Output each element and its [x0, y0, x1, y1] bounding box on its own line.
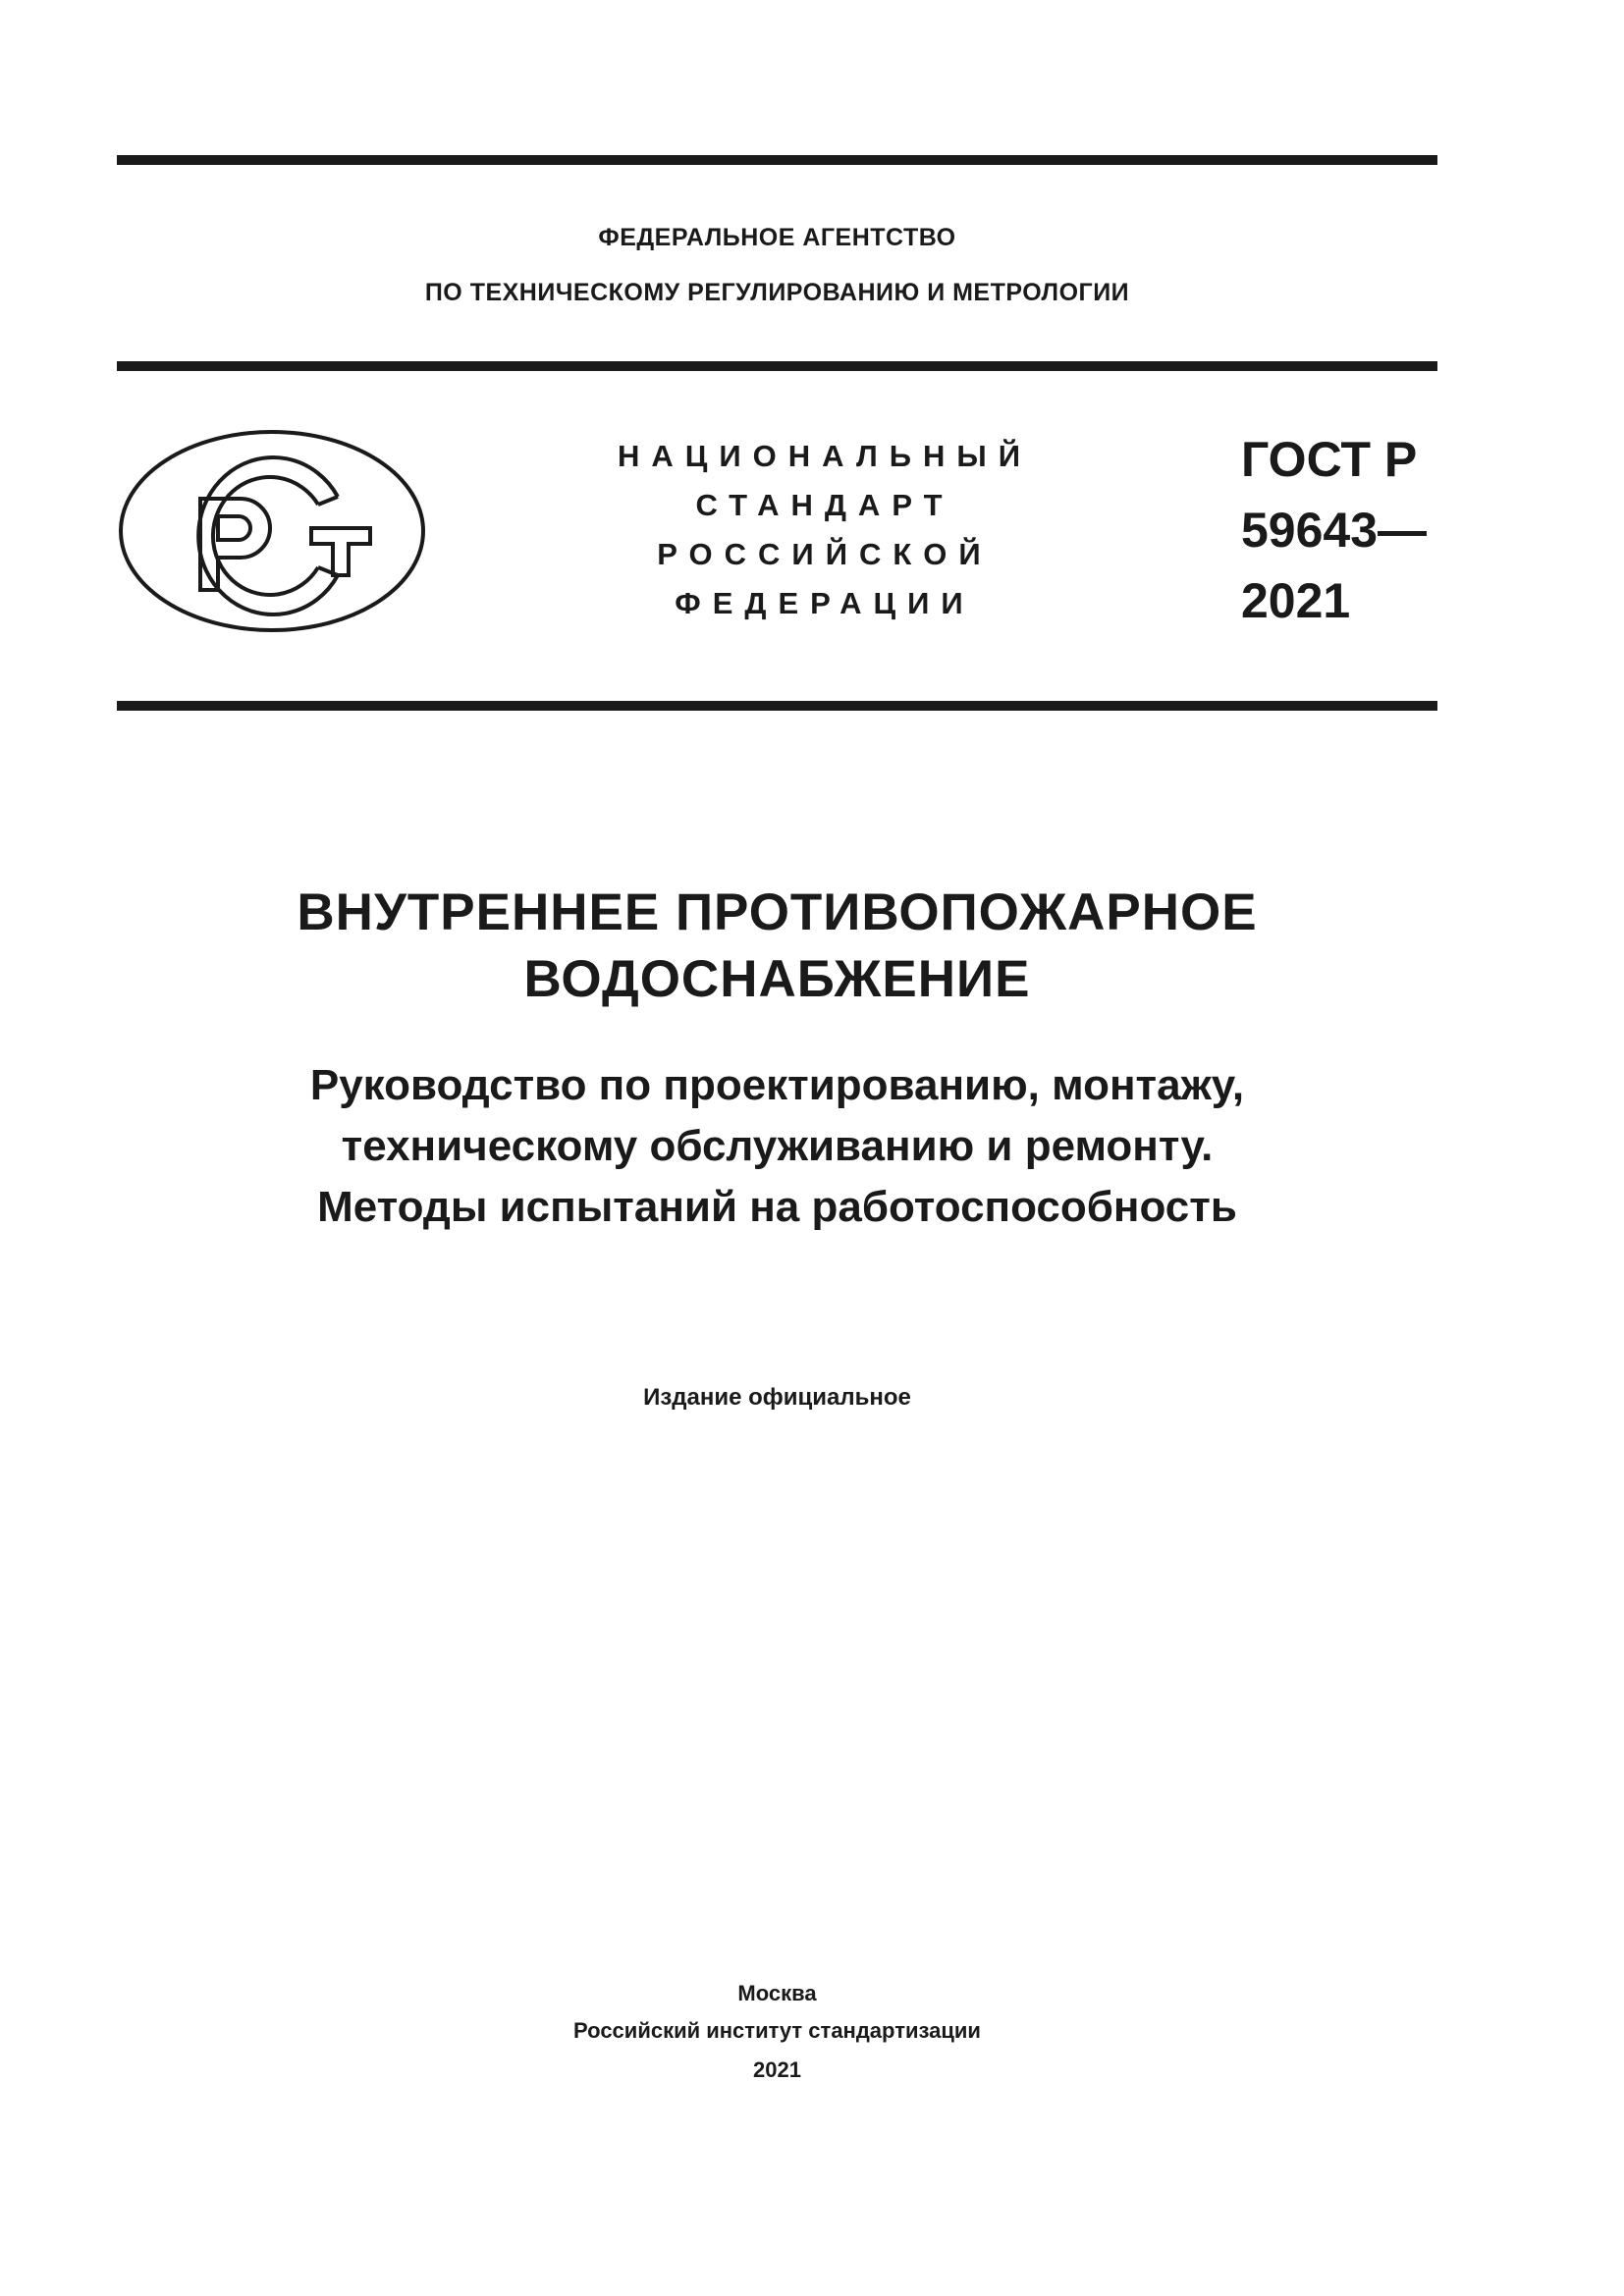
designation-line-2: 59643— — [1241, 503, 1428, 558]
document-title-line-2: ВОДОСНАБЖЕНИЕ — [523, 950, 1031, 1008]
designation-line-1: ГОСТ Р — [1241, 432, 1418, 487]
document-subtitle-line-3: Методы испытаний на работоспособность — [317, 1183, 1237, 1231]
imprint-year: 2021 — [753, 2057, 801, 2082]
document-title-line-1: ВНУТРЕННЕЕ ПРОТИВОПОЖАРНОЕ — [297, 883, 1258, 941]
rst-mark-icon — [117, 428, 427, 634]
standard-type-line-1: НАЦИОНАЛЬНЫЙ — [617, 439, 1033, 473]
designation-line-3: 2021 — [1241, 573, 1351, 628]
edition-label: Издание официальное — [643, 1384, 911, 1411]
standard-type-line-4: ФЕДЕРАЦИИ — [675, 586, 975, 620]
document-subtitle-line-2: техническому обслуживанию и ремонту. — [341, 1122, 1214, 1170]
standard-designation — [1241, 424, 1427, 636]
designation-rule — [117, 701, 1437, 711]
agency-line-1: ФЕДЕРАЛЬНОЕ АГЕНТСТВО — [598, 224, 956, 251]
standard-type-line-2: СТАНДАРТ — [695, 488, 954, 522]
agency-line-2: ПО ТЕХНИЧЕСКОМУ РЕГУЛИРОВАНИЮ И МЕТРОЛОГИИ — [424, 279, 1130, 306]
imprint-publisher: Российский институт стандартизации — [573, 2018, 981, 2043]
top-rule — [117, 155, 1437, 165]
document-subtitle-line-1: Руководство по проектированию, монтажу, — [309, 1061, 1245, 1109]
standard-type-line-3: РОССИЙСКОЙ — [657, 537, 993, 571]
imprint-city: Москва — [737, 1981, 817, 2005]
header-rule — [117, 361, 1437, 371]
